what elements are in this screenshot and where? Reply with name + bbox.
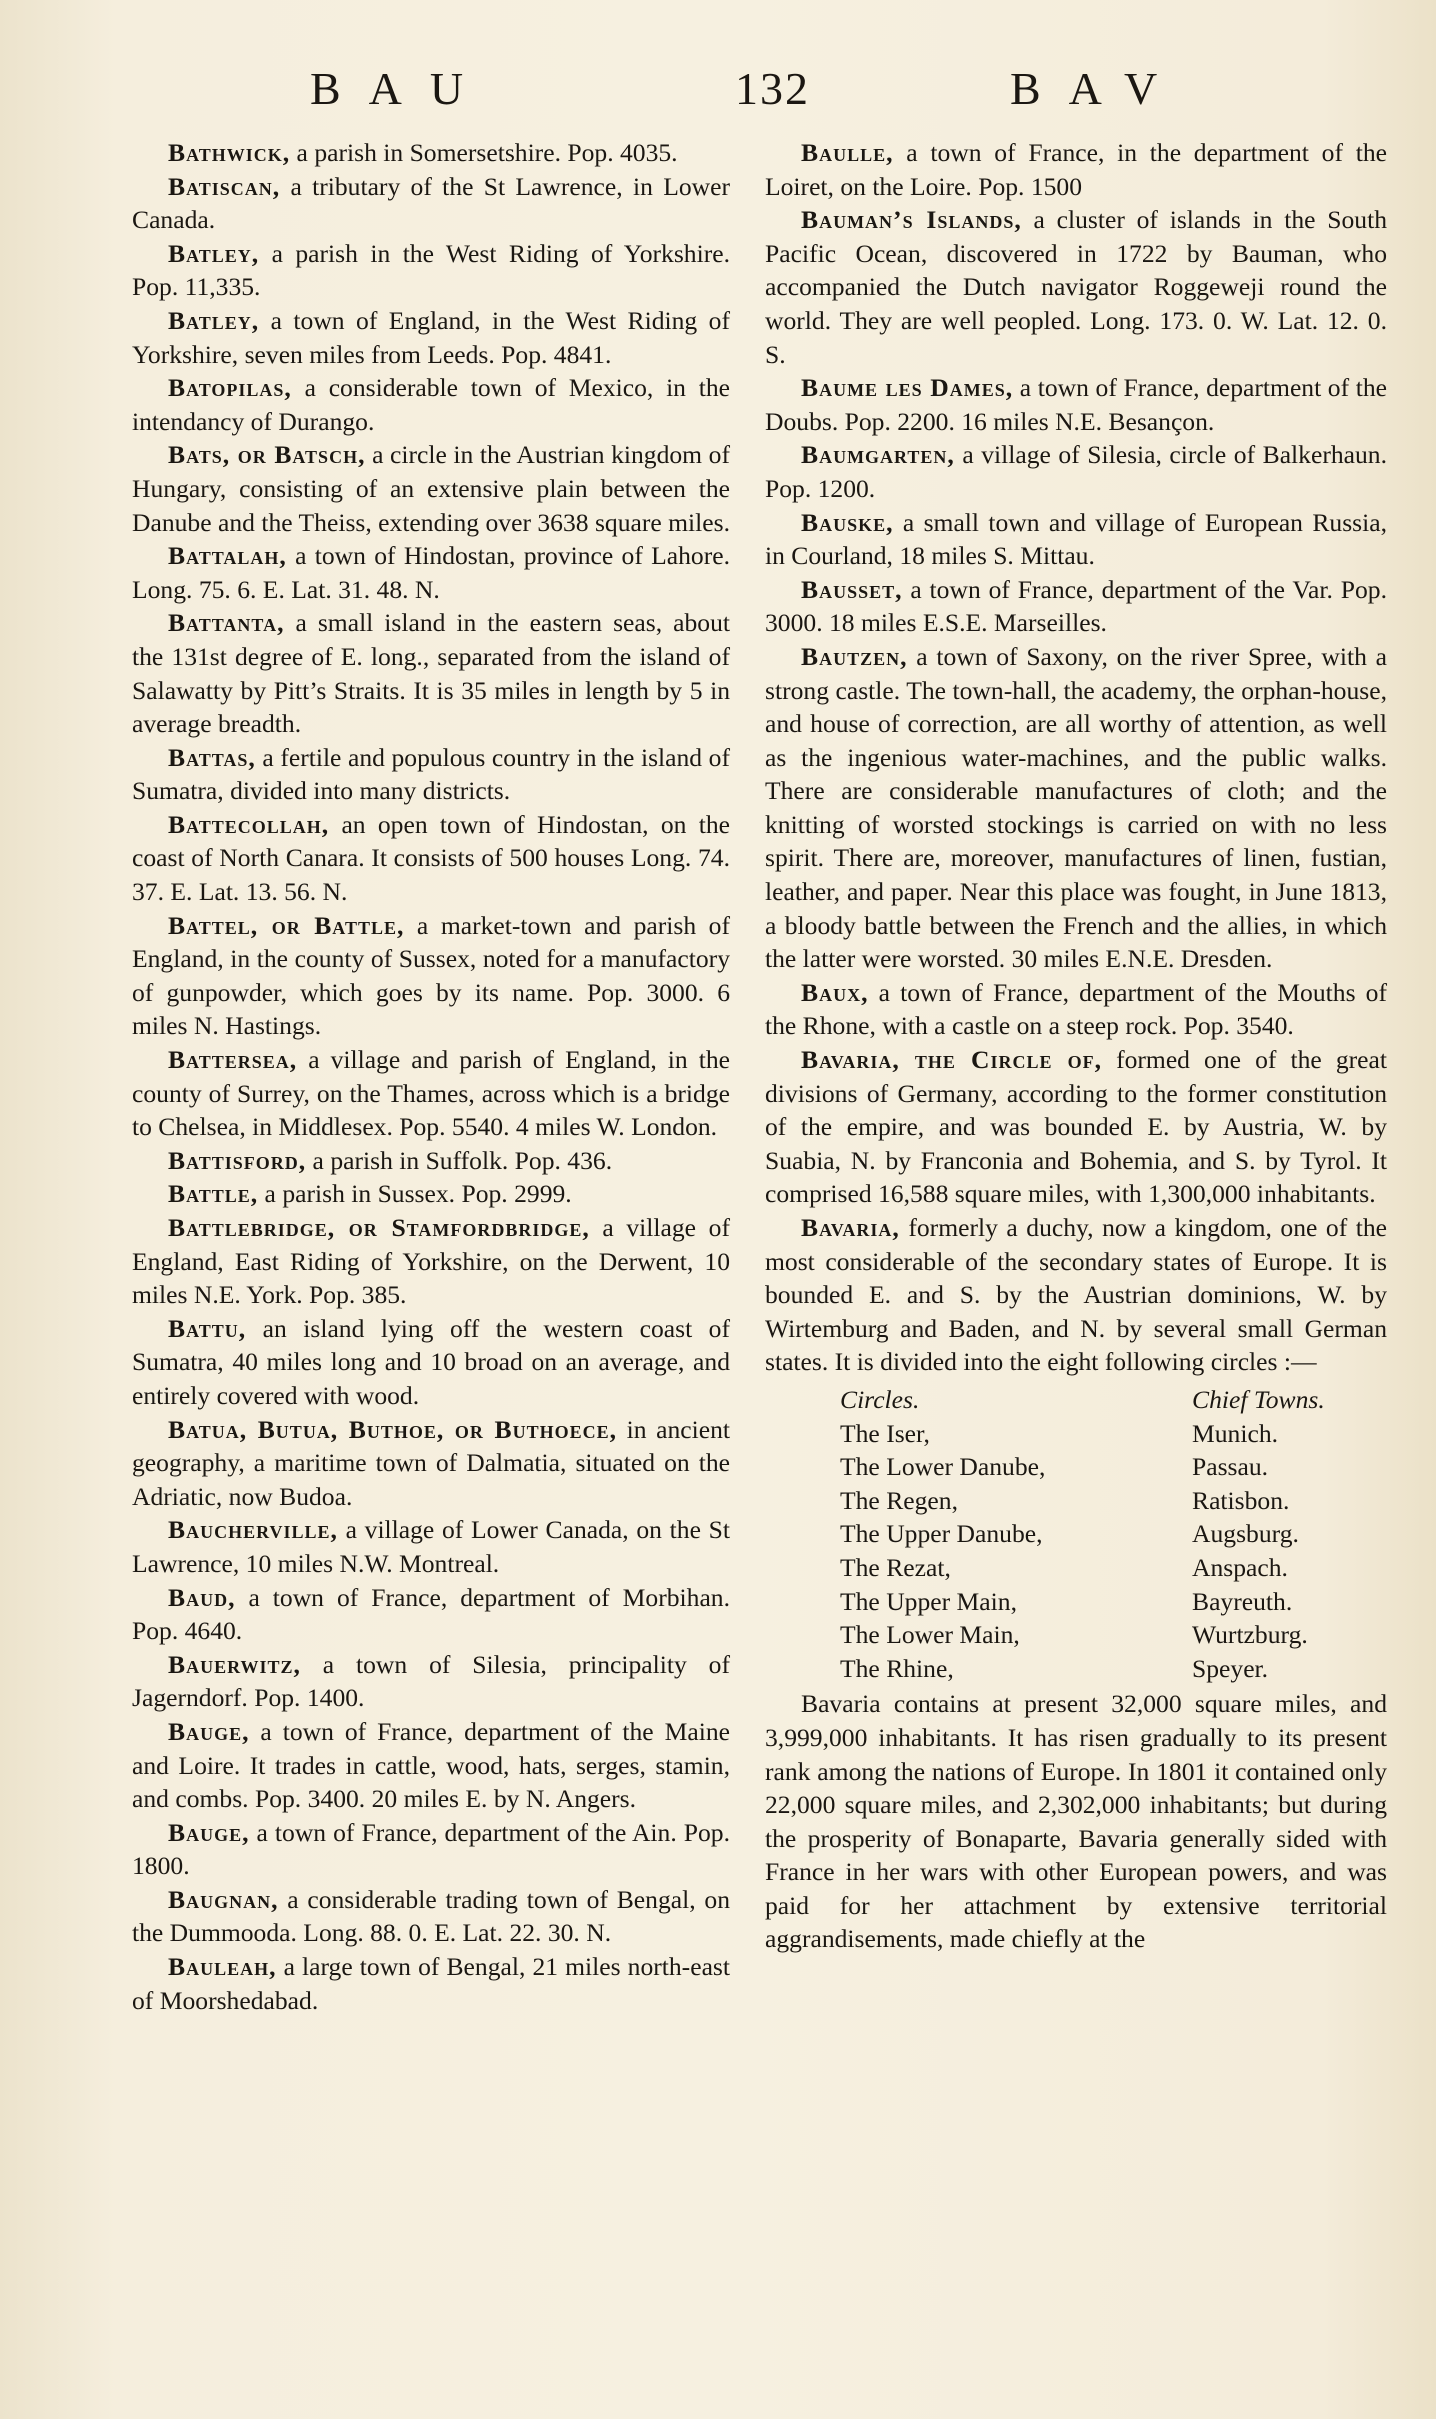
closing-paragraph-text: Bavaria contains at present 32,000 square miles, and 3,999,000 inhabitants. It has risen gradually to its present rank among the nations of Europe. In 1801 it contained only 22,000 square miles, and 2,302,000 inhabitants; but during the prosperity of Bonaparte, Bavaria generally sided with France in her wars with other European powers, and was paid for her attachment by extensive territorial aggrandisements, made chiefly at the (765, 1689, 1387, 1954)
entry (132, 1144, 730, 1178)
entry-headword: Baugnan, (168, 1884, 279, 1914)
entry-text: a town of France, in the department of the Loiret, on the Loire. Pop. 1500 (765, 138, 1387, 201)
entry (132, 1513, 730, 1580)
entry (765, 1211, 1387, 1379)
entry-headword: Baucherville, (168, 1515, 338, 1545)
entry-text: formed one of the great divisions of Germany, according to the former constitution of the empire, and was bounded E. by Austria, W. by Suabia, N. by Franconia and Bohemia, and S. by Tyrol. It comprised 16,588 square miles, with 1,300,000 inhabitants. (765, 1045, 1387, 1209)
entry-headword: Bats, or Batsch, (168, 440, 366, 470)
chief-town: Augsburg. (1192, 1519, 1299, 1549)
entry (132, 808, 730, 909)
entry-text: a tributary of the St Lawrence, in Lower Canada. (132, 171, 730, 235)
entry-headword: Bavaria, (801, 1213, 900, 1242)
entry (765, 438, 1387, 505)
entry-text: a large town of Bengal, 21 miles north-east of Moorshedabad. (132, 1952, 730, 2015)
entry (132, 606, 730, 740)
entry-headword: Battu, (168, 1313, 247, 1343)
entry-text: a village and parish of England, in the county of Surrey, on the Thames, across which is a bridge to Chelsea, in Middlesex. Pop. 5540. 4 miles W. London. (132, 1045, 730, 1142)
circle-name: The Upper Danube, (840, 1519, 1043, 1549)
entry-headword: Baux, (801, 977, 869, 1007)
circle-name: The Rhine, (840, 1653, 954, 1683)
entry (132, 1211, 730, 1312)
entry (132, 1950, 730, 2017)
entry (765, 573, 1387, 640)
entry-text: a town of France, department of the Var. Pop. 3000. 18 miles E.S.E. Marseilles. (765, 574, 1387, 638)
entry-headword: Bautzen, (801, 641, 908, 671)
page-number: 132 (735, 63, 810, 114)
entry-text: a town of England, in the West Riding of Yorkshire, seven miles from Leeds. Pop. 4841. (132, 305, 730, 369)
entry-text: a cluster of islands in the South Pacific Ocean, discovered in 1722 by Bauman, who accompanied the Dutch navigator Roggeweji round the world. They are well peopled. Long. 173. 0. W. Lat. 12. 0. S. (765, 205, 1388, 369)
entry-text: a village of England, East Riding of Yorkshire, on the Derwent, 10 miles N.E. York. Pop. 385. (132, 1213, 730, 1310)
circles-table (765, 1383, 1387, 1685)
circle-name: The Regen, (840, 1485, 958, 1515)
entry-headword: Battecollah, (168, 809, 330, 839)
chief-town: Wurtzburg. (1192, 1620, 1308, 1650)
entry-text: a town of France, department of Morbihan. Pop. 4640. (132, 1582, 730, 1646)
entry-headword: Batua, Butua, Buthoe, or Buthoece, (168, 1414, 617, 1444)
entry-headword: Batley, (168, 305, 260, 335)
entry-headword: Bathwick, (168, 138, 291, 167)
entry (765, 976, 1387, 1043)
entry (132, 1177, 730, 1211)
entry-text: a village of Silesia, circle of Balkerhaun. Pop. 1200. (765, 440, 1387, 503)
entry-text: an open town of Hindostan, on the coast of North Canara. It consists of 500 houses Long. 74. 37. E. Lat. 13. 56. N. (132, 809, 730, 907)
entry-headword: Battle, (168, 1179, 259, 1209)
entry (132, 1883, 730, 1950)
entry-text: a town of Silesia, principality of Jagerndorf. Pop. 1400. (132, 1649, 730, 1713)
entry (765, 640, 1387, 976)
entry (132, 371, 730, 438)
entry-text: a fertile and populous country in the island of Sumatra, divided into many districts. (132, 742, 730, 806)
entry (765, 506, 1387, 573)
entry (132, 237, 730, 304)
entry-headword: Batiscan, (168, 171, 281, 201)
chief-town: Bayreuth. (1192, 1586, 1293, 1616)
entry-text: a parish in the West Riding of Yorkshire. Pop. 11,335. (132, 238, 730, 302)
entry-headword: Bauge, (168, 1817, 250, 1847)
entry-headword: Bavaria, the Circle of, (801, 1045, 1102, 1075)
entry-headword: Bauge, (168, 1716, 250, 1746)
entry-text: a parish in Sussex. Pop. 2999. (258, 1179, 572, 1209)
circle-name: The Rezat, (840, 1552, 951, 1582)
entry (132, 1312, 730, 1413)
entry (132, 136, 730, 170)
entry-headword: Battas, (168, 742, 256, 772)
entry-text: a market-town and parish of England, in the county of Sussex, noted for a manufactory of gunpowder, which goes by its name. Pop. 3000. 6 miles N. Hastings. (132, 910, 731, 1041)
chief-town: Speyer. (1192, 1653, 1269, 1683)
entry-text: a town of Hindostan, province of Lahore. Long. 75. 6. E. Lat. 31. 48. N. (132, 541, 730, 604)
chief-town: Ratisbon. (1192, 1485, 1290, 1515)
chief-town: Munich. (1192, 1418, 1279, 1448)
entry-headword: Bauman’s Islands, (801, 205, 1022, 235)
circle-name: The Upper Main, (840, 1586, 1017, 1616)
entry (132, 438, 730, 539)
entry-text: a small town and village of European Russia, in Courland, 18 miles S. Mittau. (765, 507, 1387, 571)
running-head (0, 62, 1436, 132)
circle-name: The Lower Danube, (840, 1452, 1046, 1482)
entry-text: a parish in Suffolk. Pop. 436. (306, 1145, 613, 1175)
entry-text: formerly a duchy, now a kingdom, one of the most considerable of the secondary states of Europe. It is bounded E. and S. by the Austrian dominions, W. by Wirtemburg and Baden, and N. by several small German states. It is divided into the eight following circles :— (765, 1213, 1387, 1377)
entry (765, 371, 1387, 438)
entry-headword: Bauleah, (168, 1952, 277, 1982)
entry-text: a considerable trading town of Bengal, on the Dummooda. Long. 88. 0. E. Lat. 22. 30. N. (132, 1884, 730, 1948)
entry-headword: Battel, or Battle, (168, 910, 405, 940)
entry-headword: Bauske, (801, 507, 894, 537)
running-head-left: BAU (310, 63, 492, 114)
entry-text: a small island in the eastern seas, about the 131st degree of E. long., separated from the island of Salawatty by Pitt’s Straits. It is 35 miles in length by 5 in average breadth. (132, 608, 730, 739)
entry-text: a village of Lower Canada, on the St Lawrence, 10 miles N.W. Montreal. (132, 1515, 730, 1578)
entry (765, 1043, 1387, 1211)
entry-headword: Battersea, (168, 1045, 298, 1075)
entry (132, 304, 730, 371)
entry-headword: Batopilas, (168, 373, 292, 403)
chief-towns-column-header: Chief Towns. (1192, 1384, 1325, 1414)
entry-text: a circle in the Austrian kingdom of Hungary, consisting of an extensive plain between the Danube and the Theiss, extending over 3638 square miles. (132, 440, 730, 537)
entry-headword: Baulle, (801, 138, 894, 167)
entry (132, 909, 730, 1043)
entry (765, 136, 1387, 203)
entry-headword: Battalah, (168, 541, 287, 571)
entry-text: a town of France, department of the Doubs. Pop. 2200. 16 miles N.E. Besançon. (765, 373, 1387, 436)
entry-text: a considerable town of Mexico, in the intendancy of Durango. (132, 373, 730, 436)
entry-headword: Bauerwitz, (168, 1649, 301, 1679)
entry-headword: Batley, (168, 238, 260, 268)
circle-name: The Lower Main, (840, 1620, 1020, 1650)
entry-text: a parish in Somersetshire. Pop. 4035. (290, 138, 678, 167)
circles-column-header: Circles. (840, 1384, 920, 1414)
entry-text: a town of Saxony, on the river Spree, with a strong castle. The town-hall, the academy, the orphan-house, and house of correction, are all worthy of attention, as well as the ingenious water-machines, and the public walks. There are considerable manufactures of cloth; and the knitting of worsted stockings is carried on with no less spirit. There are, moreover, manufactures of linen, fustian, leather, and paper. Near this place was fought, in June 1813, a bloody battle between the French and the allies, in which the latter were worsted. 30 miles E.N.E. Dresden. (765, 641, 1387, 974)
entry-headword: Baumgarten, (801, 440, 955, 470)
right-column (765, 136, 1387, 1956)
entry-headword: Baume les Dames, (801, 373, 1014, 403)
entry-headword: Battanta, (168, 608, 285, 638)
entry-headword: Battlebridge, or Stamfordbridge, (168, 1213, 590, 1242)
entry-headword: Baud, (168, 1582, 236, 1612)
entry-headword: Bausset, (801, 574, 903, 604)
chief-town: Passau. (1192, 1452, 1269, 1482)
circle-name: The Iser, (840, 1418, 930, 1448)
running-head-right: BAV (1010, 63, 1186, 114)
entry (132, 741, 730, 808)
chief-town: Anspach. (1192, 1552, 1288, 1582)
entry (132, 1413, 730, 1514)
entry (132, 1715, 730, 1816)
entry-text: in ancient geography, a maritime town of Dalmatia, situated on the Adriatic, now Budoa. (132, 1414, 730, 1511)
entry-text: a town of France, department of the Ain. Pop. 1800. (132, 1817, 730, 1881)
entry (765, 203, 1387, 371)
entry (132, 170, 730, 237)
entry-text: an island lying off the western coast of Sumatra, 40 miles long and 10 broad on an average, and entirely covered with wood. (132, 1313, 730, 1410)
closing-paragraph (765, 1687, 1387, 1956)
entry (132, 1043, 730, 1144)
entry (132, 1581, 730, 1648)
left-column (132, 136, 730, 2017)
entry-text: a town of France, department of the Mouths of the Rhone, with a castle on a steep rock. Pop. 3540. (765, 977, 1387, 1041)
entry-headword: Battisford, (168, 1145, 307, 1175)
entry-text: a town of France, department of the Maine and Loire. It trades in cattle, wood, hats, serges, stamin, and combs. Pop. 3400. 20 miles E. by N. Angers. (132, 1716, 730, 1814)
entry (132, 1648, 730, 1715)
entry (132, 1816, 730, 1883)
entry (132, 539, 730, 606)
